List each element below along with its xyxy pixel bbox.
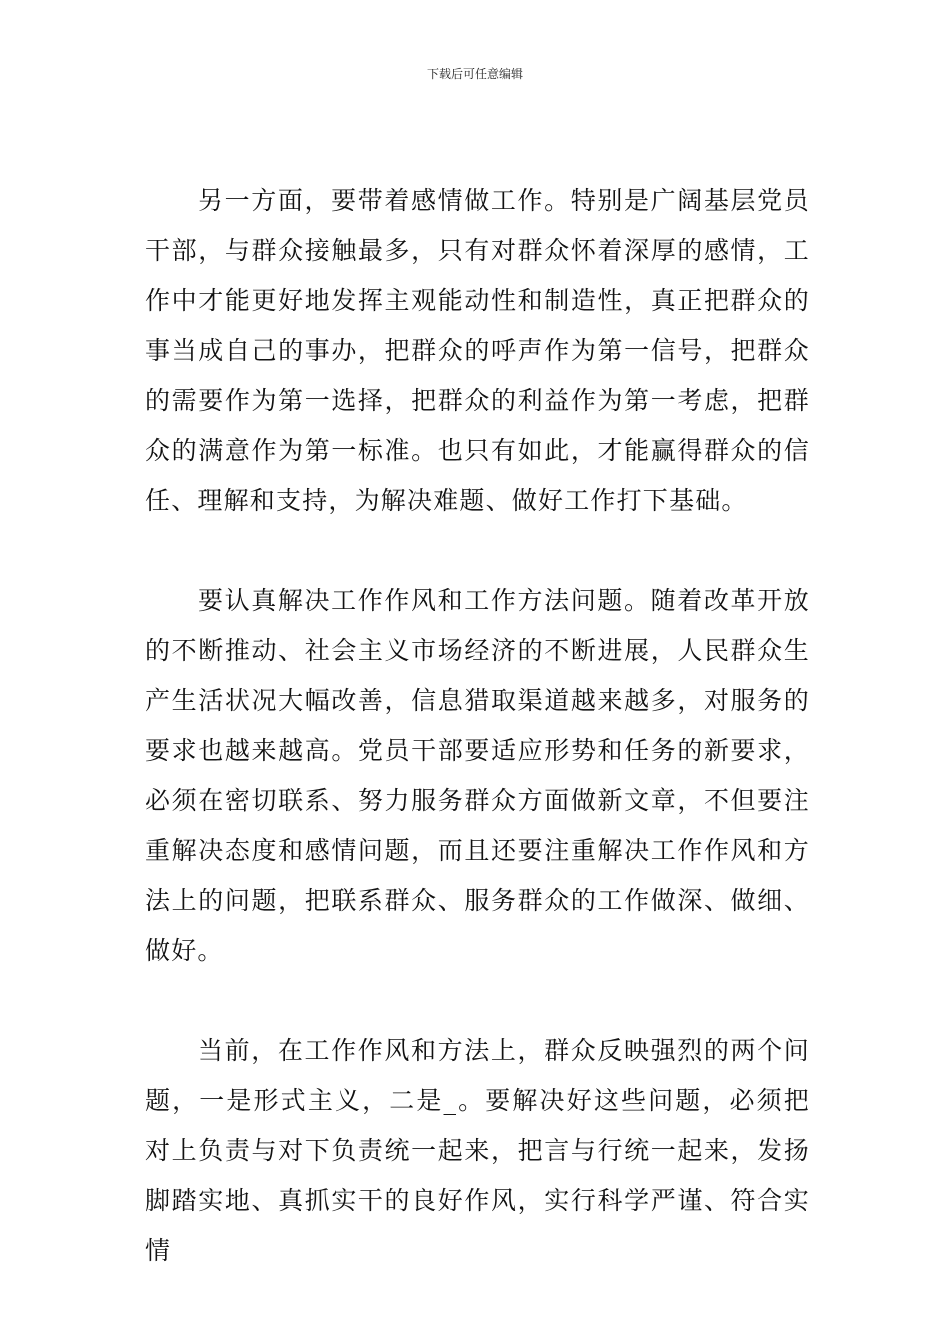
- paragraph-2: 要认真解决工作作风和工作方法问题。随着改革开放的不断推动、社会主义市场经济的不断进展，人民群众生产生活状况大幅改善，信息猎取渠道越来越多，对服务的要求也越来越高。党员干部要适应形势和任务的新要求，必须在密切联系、努力服务群众方面做新文章，不但要注重解决态度和感情问题，而且还要注重解决工作作风和方法上的问题，把联系群众、服务群众的工作做深、做细、做好。: [145, 586, 810, 965]
- document-body: [145, 176, 810, 1276]
- paragraph-3: 当前，在工作作风和方法上，群众反映强烈的两个问题，一是形式主义，二是_。要解决好这些问题，必须把对上负责与对下负责统一起来，把言与行统一起来，发扬脚踏实地、真抓实干的良好作风，实行科学严谨、符合实情: [145, 1036, 810, 1265]
- paragraph-1: 另一方面，要带着感情做工作。特别是广阔基层党员干部，与群众接触最多，只有对群众怀着深厚的感情，工作中才能更好地发挥主观能动性和制造性，真正把群众的事当成自己的事办，把群众的呼声作为第一信号，把群众的需要作为第一选择，把群众的利益作为第一考虑，把群众的满意作为第一标准。也只有如此，才能赢得群众的信任、理解和支持，为解决难题、做好工作打下基础。: [145, 186, 810, 515]
- page-header-note: 下载后可任意编辑: [426, 67, 523, 81]
